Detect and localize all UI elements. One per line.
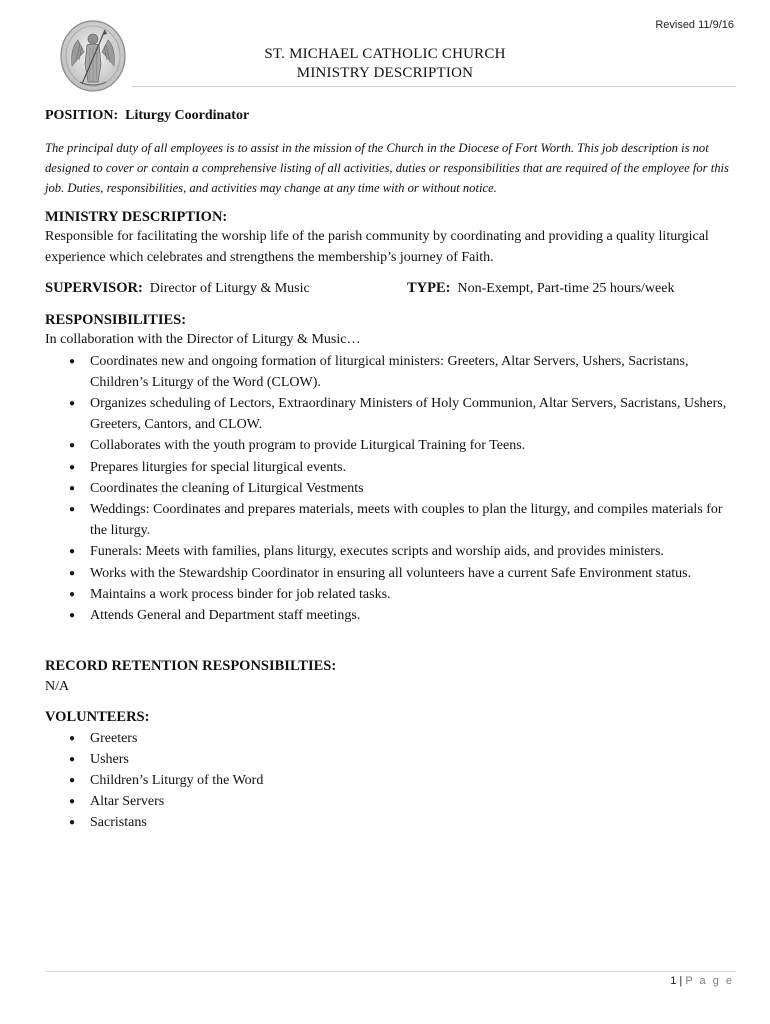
employment-type bbox=[407, 278, 674, 300]
list-item bbox=[69, 457, 735, 478]
page-separator: | bbox=[679, 975, 683, 987]
bullet-icon: ● bbox=[69, 775, 76, 787]
list-item-text: Maintains a work process binder for job related tasks. bbox=[90, 586, 391, 602]
list-item bbox=[69, 749, 735, 770]
page-footer bbox=[670, 975, 734, 987]
record-retention-section bbox=[45, 656, 735, 697]
responsibilities-section bbox=[45, 310, 735, 627]
bullet-icon: ● bbox=[69, 503, 76, 515]
volunteers-heading: VOLUNTEERS: bbox=[45, 709, 150, 726]
list-item bbox=[69, 584, 735, 605]
position-label: POSITION: bbox=[45, 108, 119, 123]
page-word: P a g e bbox=[685, 975, 734, 987]
list-item-text: Sacristans bbox=[90, 815, 147, 831]
ministry-heading: MINISTRY DESCRIPTION: bbox=[45, 208, 228, 225]
bullet-icon: ● bbox=[69, 567, 76, 579]
list-item-text: Coordinates the cleaning of Liturgical Vestments bbox=[90, 480, 364, 496]
list-item-text: Weddings: Coordinates and prepares materials, meets with couples to plan the liturgy, and compiles materials for the liturgy. bbox=[90, 501, 723, 539]
list-item bbox=[69, 563, 735, 584]
list-item-text: Ushers bbox=[90, 751, 129, 767]
church-name: ST. MICHAEL CATHOLIC CHURCH bbox=[264, 46, 506, 62]
list-item-text: Attends General and Department staff meetings. bbox=[90, 607, 361, 623]
footer-divider bbox=[45, 971, 736, 972]
list-item bbox=[69, 791, 735, 812]
supervisor-label: SUPERVISOR: bbox=[45, 280, 143, 296]
record-retention-value: N/A bbox=[45, 678, 70, 694]
bullet-icon: ● bbox=[69, 440, 76, 452]
responsibilities-heading: RESPONSIBILITIES: bbox=[45, 311, 187, 328]
type-label: TYPE: bbox=[407, 280, 451, 296]
document-title bbox=[0, 45, 770, 83]
ministry-section bbox=[45, 207, 735, 269]
list-item-text: Children’s Liturgy of the Word bbox=[90, 773, 264, 789]
list-item bbox=[69, 605, 735, 626]
intro-paragraph: The principal duty of all employees is to assist in the mission of the Church in the Diocese of Fort Worth. This job description is not designed to cover or contain a comprehensive listing of all activities, duties or responsibilities that are required of the employee for this job. Duties, responsibilities, and activities may change at any time with or without notice. bbox=[45, 140, 729, 195]
list-item bbox=[69, 728, 735, 749]
bullet-icon: ● bbox=[69, 355, 76, 367]
ministry-text: Responsible for facilitating the worship life of the parish community by coordinating and providing a quality liturgical experience which celebrates and strengthens the membership’s journey of Faith. bbox=[45, 229, 709, 265]
list-item bbox=[69, 393, 735, 435]
position-value: Liturgy Coordinator bbox=[125, 108, 250, 123]
list-item-text: Coordinates new and ongoing formation of liturgical ministers: Greeters, Altar Servers, Ushers, Sacristans, Children’s Liturgy of the Word (CLOW). bbox=[90, 353, 689, 390]
type-value: Non-Exempt, Part-time 25 hours/week bbox=[457, 281, 675, 296]
list-item bbox=[69, 435, 735, 456]
list-item-text: Funerals: Meets with families, plans liturgy, executes scripts and worship aids, and provides ministers. bbox=[90, 544, 664, 560]
document-body bbox=[45, 106, 735, 834]
position-line bbox=[45, 106, 735, 127]
record-retention-heading: RECORD RETENTION RESPONSIBILTIES: bbox=[45, 658, 337, 675]
bullet-icon: ● bbox=[69, 588, 76, 600]
bullet-icon: ● bbox=[69, 817, 76, 829]
list-item-text: Works with the Stewardship Coordinator in ensuring all volunteers have a current Safe Environment status. bbox=[90, 565, 692, 581]
bullet-icon: ● bbox=[69, 482, 76, 494]
list-item-text: Altar Servers bbox=[90, 794, 165, 810]
supervisor bbox=[45, 278, 407, 300]
list-item-text: Collaborates with the youth program to provide Liturgical Training for Teens. bbox=[90, 438, 526, 454]
list-item bbox=[69, 478, 735, 499]
list-item bbox=[69, 351, 735, 393]
bullet-icon: ● bbox=[69, 732, 76, 744]
page-number: 1 bbox=[670, 975, 677, 987]
bullet-icon: ● bbox=[69, 546, 76, 558]
revised-date: Revised 11/9/16 bbox=[655, 19, 734, 31]
bullet-icon: ● bbox=[69, 461, 76, 473]
volunteers-section bbox=[45, 707, 735, 834]
supervisor-type-row bbox=[45, 278, 735, 300]
bullet-icon: ● bbox=[69, 796, 76, 808]
bullet-icon: ● bbox=[69, 753, 76, 765]
responsibilities-list bbox=[45, 351, 735, 627]
responsibilities-intro: In collaboration with the Director of Liturgy & Music… bbox=[45, 332, 361, 347]
bullet-icon: ● bbox=[69, 397, 76, 409]
document-type: MINISTRY DESCRIPTION bbox=[296, 65, 474, 81]
list-item-text: Greeters bbox=[90, 730, 138, 746]
list-item bbox=[69, 499, 735, 541]
list-item bbox=[69, 541, 735, 562]
list-item bbox=[69, 770, 735, 791]
list-item bbox=[69, 812, 735, 833]
volunteers-list bbox=[45, 728, 735, 834]
list-item-text: Prepares liturgies for special liturgical events. bbox=[90, 459, 347, 475]
list-item-text: Organizes scheduling of Lectors, Extraordinary Ministers of Holy Communion, Altar Servers, Sacristans, Ushers, Greeters, Cantors, and CLOW. bbox=[90, 395, 727, 433]
supervisor-value: Director of Liturgy & Music bbox=[149, 281, 310, 296]
header-divider bbox=[132, 86, 736, 87]
bullet-icon: ● bbox=[69, 609, 76, 621]
